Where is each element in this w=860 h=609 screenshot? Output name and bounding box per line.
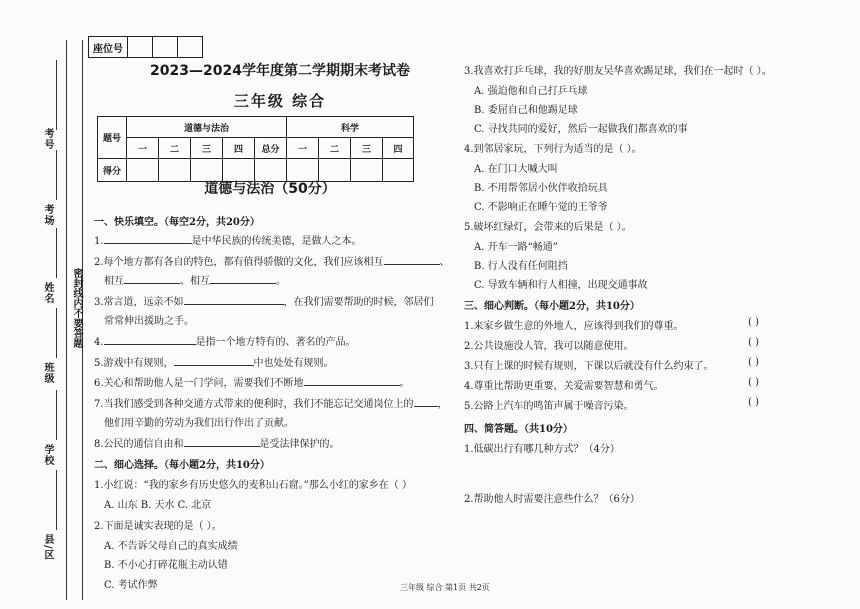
- school-field[interactable]: [56, 390, 57, 440]
- answer-blank[interactable]: [124, 273, 180, 284]
- name-label: 姓名: [42, 282, 53, 304]
- seal-note: 密封线内不要答题: [71, 268, 82, 348]
- seat-number-box: [88, 36, 203, 58]
- option: C. 导致车辆和行人相撞，出现交通事故: [474, 280, 648, 291]
- question-1-2-cont: 相互 、相互 。: [104, 272, 286, 287]
- question-2-1-options: A. 山东 B. 天水 C. 北京: [104, 500, 212, 511]
- answer-blank[interactable]: [210, 273, 276, 284]
- exam-no-field[interactable]: [56, 60, 57, 130]
- score-cell[interactable]: [383, 159, 414, 182]
- col-header: 四: [223, 138, 255, 159]
- judge-item: 2.公共设施没人管，我可以随意使用。: [464, 341, 634, 352]
- col-header: 一: [287, 138, 319, 159]
- question-1-7: 7.当我们感受到各种交通方式带来的便利时，我们不能忘记交通岗位上的 ，: [94, 395, 448, 410]
- subject-moral: 道德与法治: [127, 117, 287, 138]
- score-row-label: 得分: [98, 159, 127, 182]
- col-header: 二: [319, 138, 351, 159]
- answer-paren[interactable]: ( ): [748, 397, 759, 408]
- question-2-5: 5.破坏红绿灯，会带来的后果是（ ）。: [464, 222, 632, 233]
- subject-science: 科学: [287, 117, 414, 138]
- seat-cell-1[interactable]: [128, 37, 153, 58]
- score-table: [97, 116, 414, 182]
- col-header: 四: [383, 138, 414, 159]
- answer-paren[interactable]: ( ): [748, 377, 759, 388]
- exam-room-field[interactable]: [56, 150, 57, 200]
- answer-paren[interactable]: ( ): [748, 337, 759, 348]
- seat-label: 座位号: [89, 37, 128, 58]
- question-1-4: 4. 是指一个地方特有的、著名的产品。: [94, 333, 356, 348]
- option: B. 行人没有任何阻挡: [474, 261, 568, 272]
- answer-blank[interactable]: [104, 334, 196, 345]
- short-answer-1: 1.低碳出行有哪几种方式？（4分）: [464, 444, 620, 455]
- answer-paren[interactable]: ( ): [748, 317, 759, 328]
- answer-blank[interactable]: [184, 294, 284, 305]
- judge-item: 5.公路上汽车的鸣笛声属于噪音污染。: [464, 401, 634, 412]
- exam-subtitle: 三年级 综合: [233, 92, 327, 110]
- option: C. 寻找共同的爱好，然后一起做我们都喜欢的事: [474, 124, 688, 135]
- binding-sidebar: [0, 0, 88, 609]
- answer-blank[interactable]: [174, 355, 254, 366]
- part3-heading: 三、细心判断。（每小题2分，共10分）: [464, 301, 640, 312]
- col-header: 总分: [255, 138, 287, 159]
- page-footer: 三年级 综合 第1页 共2页: [400, 583, 490, 592]
- seat-cell-2[interactable]: [153, 37, 178, 58]
- question-1-6: 6.关心和帮助他人是一门学问，需要我们不断地 。: [94, 374, 410, 389]
- name-field[interactable]: [56, 228, 57, 278]
- seal-line-left: [66, 40, 67, 600]
- col-header: 二: [159, 138, 191, 159]
- option: B. 委屈自己和他踢足球: [474, 105, 578, 116]
- judge-item: 3.只有上课的时候有规则，下课以后就没有什么约束了。: [464, 361, 714, 372]
- option: C. 不影响正在睡午觉的王爷爷: [474, 202, 608, 213]
- judge-item: 1.来家乡做生意的外地人，应该得到我们的尊重。: [464, 321, 684, 332]
- option: A. 不告诉父母自己的真实成绩: [104, 541, 238, 552]
- answer-blank[interactable]: [184, 436, 260, 447]
- answer-blank[interactable]: [304, 375, 400, 386]
- option: A. 开车一路“畅通”: [474, 242, 558, 253]
- short-answer-2: 2.帮助他人时需要注意些什么？（6分）: [464, 494, 640, 505]
- answer-blank[interactable]: [414, 396, 438, 407]
- question-1-3-cont: 常常伸出援助之手。: [104, 316, 194, 327]
- score-row-label: 题号: [98, 117, 127, 159]
- question-1-7-cont: 他们用辛勤的劳动为我们出行作出了贡献。: [104, 418, 294, 429]
- part4-heading: 四、简答题。（共10分）: [464, 424, 573, 435]
- score-cell[interactable]: [127, 159, 159, 182]
- option: B. 不用帮邻居小伙伴收拾玩具: [474, 183, 608, 194]
- col-header: 三: [191, 138, 223, 159]
- section-title: 道德与法治（50分）: [204, 181, 336, 197]
- answer-blank[interactable]: [384, 254, 440, 265]
- question-1-8: 8.公民的通信自由和 是受法律保护的。: [94, 435, 340, 450]
- class-field[interactable]: [56, 308, 57, 358]
- question-1-3: 3.常言道，远亲不如 ，在我们需要帮助的时候，邻居们: [94, 293, 434, 308]
- class-label: 班级: [42, 362, 53, 384]
- answer-area[interactable]: [464, 456, 824, 462]
- question-2-1: 1.小红说：“我的家乡有历史悠久的麦积山石窟。”那么小红的家乡在（ ）: [94, 480, 412, 491]
- question-2-3: 3.我喜欢打乒乓球，我的好朋友吴华喜欢踢足球，我们在一起时（ ）。: [464, 66, 772, 77]
- col-header: 一: [127, 138, 159, 159]
- col-header: 三: [351, 138, 383, 159]
- question-1-5: 5.游戏中有规则， 中也处处有规则。: [94, 354, 334, 369]
- question-1-2: 2.每个地方都有各自的特色，都有值得骄傲的文化，我们应该相互 、: [94, 253, 450, 268]
- county-label: 县/区: [42, 534, 53, 561]
- question-2-4: 4.到邻居家玩，下列行为适当的是（ ）。: [464, 144, 642, 155]
- option: A. 强迫他和自己打乒乓球: [474, 86, 588, 97]
- exam-title: 2023—2024学年度第二学期期末考试卷: [150, 63, 410, 79]
- answer-blank[interactable]: [104, 233, 192, 244]
- county-field[interactable]: [56, 470, 57, 530]
- part1-heading: 一、快乐填空。（每空2分，共20分）: [94, 217, 260, 228]
- option: C. 考试作弊: [104, 580, 158, 591]
- judge-item: 4.尊重比帮助更重要，关爱需要智慧和勇气。: [464, 381, 664, 392]
- answer-area[interactable]: [464, 506, 824, 566]
- answer-paren[interactable]: ( ): [748, 357, 759, 368]
- exam-no-label: 考号: [42, 128, 53, 150]
- exam-room-label: 考场: [42, 204, 53, 226]
- school-label: 学校: [42, 444, 53, 466]
- part2-heading: 二、细心选择。（每小题2分，共10分）: [94, 460, 270, 471]
- option: B. 不小心打碎花瓶主动认错: [104, 560, 228, 571]
- question-1-1: 1. 是中华民族的传统美德，是做人之本。: [94, 232, 362, 247]
- seat-cell-3[interactable]: [178, 37, 203, 58]
- question-2-2: 2.下面是诚实表现的是（ ）。: [94, 521, 222, 532]
- option: A. 在门口大喊大叫: [474, 164, 558, 175]
